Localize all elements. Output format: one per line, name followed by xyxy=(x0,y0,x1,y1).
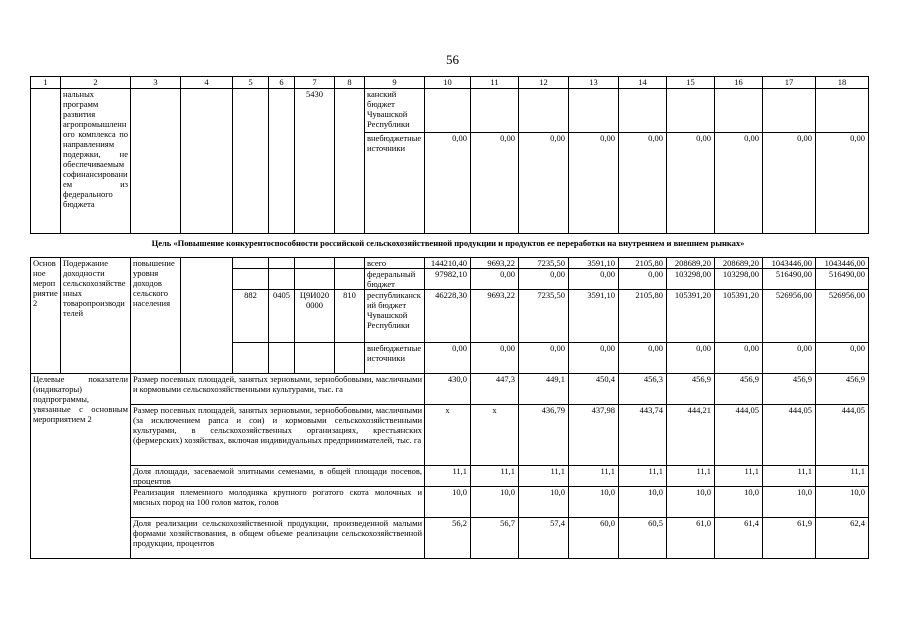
value-cell: 526956,00 xyxy=(763,290,816,343)
value-cell: 1043446,00 xyxy=(816,258,869,269)
value-cell: 61,0 xyxy=(667,518,715,559)
table-row xyxy=(31,89,869,133)
value-cell: 62,4 xyxy=(816,518,869,559)
page-number: 56 xyxy=(446,52,459,67)
value-cell: 105391,20 xyxy=(667,290,715,343)
source-cell: всего xyxy=(365,258,425,269)
indicator-name: Доля площади, засеваемой элитными семенами, в общей площади посевов, процентов xyxy=(131,466,425,487)
value-cell: 11,1 xyxy=(519,466,569,487)
value-cell: 516490,00 xyxy=(763,269,816,290)
value-cell: 0,00 xyxy=(619,269,667,290)
value-cell: 46228,30 xyxy=(425,290,471,343)
continuation-table xyxy=(30,76,869,234)
value-cell: 0,00 xyxy=(715,343,763,374)
col-header: 17 xyxy=(763,77,816,89)
col-header: 1 xyxy=(31,77,61,89)
value-cell: 456,9 xyxy=(763,374,816,405)
source-cell: внебюджетные источники xyxy=(365,343,425,374)
indicator-name: Доля реализации сельскохозяйственной продукции, произведенной малыми формами хозяйствования, в общем объеме реализации сельскохозяйственной продукции, процентов xyxy=(131,518,425,559)
value-cell: 456,9 xyxy=(715,374,763,405)
value-cell: 0,00 xyxy=(763,132,816,233)
col-header: 14 xyxy=(619,77,667,89)
value-cell: 0,00 xyxy=(619,343,667,374)
value-cell: 450,4 xyxy=(569,374,619,405)
value-cell: 10,0 xyxy=(471,487,519,518)
header-row xyxy=(31,77,869,89)
value-cell: 103298,00 xyxy=(667,269,715,290)
value-cell: 0,00 xyxy=(471,132,519,233)
indicator-row xyxy=(31,518,869,559)
value-cell: 11,1 xyxy=(763,466,816,487)
value-cell: 11,1 xyxy=(667,466,715,487)
value-cell: 0,00 xyxy=(519,343,569,374)
value-cell: 444,21 xyxy=(667,405,715,466)
value-cell: 2105,80 xyxy=(619,258,667,269)
value-cell: 9693,22 xyxy=(471,290,519,343)
value-cell: 9693,22 xyxy=(471,258,519,269)
indicator-row xyxy=(31,487,869,518)
value-cell: 447,3 xyxy=(471,374,519,405)
value-cell: 10,0 xyxy=(763,487,816,518)
value-cell: 103298,00 xyxy=(715,269,763,290)
event-goal: повышение уровня доходов сельского населения xyxy=(131,258,181,374)
source-cell: федеральный бюджет xyxy=(365,269,425,290)
value-cell: 0,00 xyxy=(425,343,471,374)
col-header: 13 xyxy=(569,77,619,89)
value-cell: 456,9 xyxy=(667,374,715,405)
value-cell: 11,1 xyxy=(715,466,763,487)
value-cell: 60,5 xyxy=(619,518,667,559)
value-cell: 11,1 xyxy=(425,466,471,487)
value-cell: 436,79 xyxy=(519,405,569,466)
value-cell: 10,0 xyxy=(667,487,715,518)
value-cell: 1043446,00 xyxy=(763,258,816,269)
value-cell: 10,0 xyxy=(715,487,763,518)
indicator-row xyxy=(31,405,869,466)
indicator-name: Размер посевных площадей, занятых зерновыми, зернобобовыми, масличными (за исключением рапса и сои) и кормовыми сельскохозяйственными культурами, в сельскохозяйственных организациях, крестьянских (фермерских) хозяйствах, включая индивидуальных предпринимателей, тыс. га xyxy=(131,405,425,466)
value-cell: 105391,20 xyxy=(715,290,763,343)
value-cell: 0,00 xyxy=(425,132,471,233)
value-cell: 0,00 xyxy=(619,132,667,233)
value-cell: 56,2 xyxy=(425,518,471,559)
value-cell: 430,0 xyxy=(425,374,471,405)
code-cell: 5430 xyxy=(295,89,335,234)
col-header: 3 xyxy=(131,77,181,89)
code-cell: 882 xyxy=(233,290,269,343)
value-cell: 0,00 xyxy=(519,132,569,233)
value-cell: 0,00 xyxy=(816,132,869,233)
value-cell: 11,1 xyxy=(816,466,869,487)
col-header: 12 xyxy=(519,77,569,89)
value-cell: 60,0 xyxy=(569,518,619,559)
value-cell: 10,0 xyxy=(425,487,471,518)
value-cell: 10,0 xyxy=(619,487,667,518)
value-cell: 0,00 xyxy=(519,269,569,290)
event-table xyxy=(30,257,869,559)
value-cell: 0,00 xyxy=(667,343,715,374)
program-text: нальных программ развития агропромышленного комплекса по направлениям подержки, не обеспечиваемым софинансированием из федерального бюджета xyxy=(61,89,131,234)
value-cell: 3591,10 xyxy=(569,290,619,343)
value-cell: 10,0 xyxy=(816,487,869,518)
indicator-row xyxy=(31,374,869,405)
event-name: Основное мероприятие 2 xyxy=(31,258,61,374)
event-title: Подержание доходности сельскохозяйственных товаропроизводителей xyxy=(61,258,131,374)
col-header: 11 xyxy=(471,77,519,89)
value-cell: 208689,20 xyxy=(667,258,715,269)
value-cell: x xyxy=(471,405,519,466)
value-cell: 7235,50 xyxy=(519,290,569,343)
col-header: 6 xyxy=(269,77,295,89)
value-cell: 10,0 xyxy=(519,487,569,518)
goal-heading: Цель «Повышение конкурентоспособности российской сельскохозяйственной продукции и продуктов ее переработки на внутреннем и внешнем рынках» xyxy=(151,238,745,248)
value-cell: 443,74 xyxy=(619,405,667,466)
value-cell: 456,9 xyxy=(816,374,869,405)
value-cell: 11,1 xyxy=(471,466,519,487)
source-cell: республиканский бюджет Чувашской Республики xyxy=(365,290,425,343)
indicator-name: Реализация племенного молодняка крупного рогатого скота молочных и мясных пород на 100 голов маток, голов xyxy=(131,487,425,518)
value-cell: 437,98 xyxy=(569,405,619,466)
value-cell: 0,00 xyxy=(715,132,763,233)
value-cell: 0,00 xyxy=(471,269,519,290)
value-cell: 3591,10 xyxy=(569,258,619,269)
value-cell: 56,7 xyxy=(471,518,519,559)
source-cell: канский бюджет Чувашской Республики xyxy=(365,89,425,133)
value-cell: 516490,00 xyxy=(816,269,869,290)
value-cell: 0,00 xyxy=(471,343,519,374)
value-cell: 10,0 xyxy=(569,487,619,518)
value-cell: 11,1 xyxy=(619,466,667,487)
value-cell: 7235,50 xyxy=(519,258,569,269)
code-cell: 810 xyxy=(335,290,365,343)
code-cell: 0405 xyxy=(269,290,295,343)
value-cell: 57,4 xyxy=(519,518,569,559)
value-cell: 2105,80 xyxy=(619,290,667,343)
col-header: 15 xyxy=(667,77,715,89)
col-header: 9 xyxy=(365,77,425,89)
indicator-name: Размер посевных площадей, занятых зерновыми, зернобобовыми, масличными и кормовыми сельскохозяйственными культурами, тыс. га xyxy=(131,374,425,405)
value-cell: 526956,00 xyxy=(816,290,869,343)
value-cell: 0,00 xyxy=(569,132,619,233)
value-cell: 61,9 xyxy=(763,518,816,559)
value-cell: 0,00 xyxy=(816,343,869,374)
indicators-label: Целевые показатели (индикаторы) подпрограммы, увязанные с основным мероприятием 2 xyxy=(31,374,131,559)
value-cell: 449,1 xyxy=(519,374,569,405)
value-cell: 0,00 xyxy=(763,343,816,374)
table-row xyxy=(31,258,869,269)
col-header: 16 xyxy=(715,77,763,89)
col-header: 5 xyxy=(233,77,269,89)
indicator-row xyxy=(31,466,869,487)
value-cell: 0,00 xyxy=(569,343,619,374)
col-header: 8 xyxy=(335,77,365,89)
col-header: 4 xyxy=(181,77,233,89)
value-cell: 444,05 xyxy=(763,405,816,466)
value-cell: 11,1 xyxy=(569,466,619,487)
value-cell: 97982,10 xyxy=(425,269,471,290)
value-cell: 144210,40 xyxy=(425,258,471,269)
value-cell: 456,3 xyxy=(619,374,667,405)
col-header: 18 xyxy=(816,77,869,89)
value-cell: 61,4 xyxy=(715,518,763,559)
value-cell: x xyxy=(425,405,471,466)
source-cell: внебюджетные источники xyxy=(365,132,425,233)
col-header: 10 xyxy=(425,77,471,89)
code-cell: Ц9И020 0000 xyxy=(295,290,335,343)
value-cell: 0,00 xyxy=(569,269,619,290)
value-cell: 0,00 xyxy=(667,132,715,233)
value-cell: 208689,20 xyxy=(715,258,763,269)
col-header: 2 xyxy=(61,77,131,89)
value-cell: 444,05 xyxy=(715,405,763,466)
value-cell: 444,05 xyxy=(816,405,869,466)
col-header: 7 xyxy=(295,77,335,89)
